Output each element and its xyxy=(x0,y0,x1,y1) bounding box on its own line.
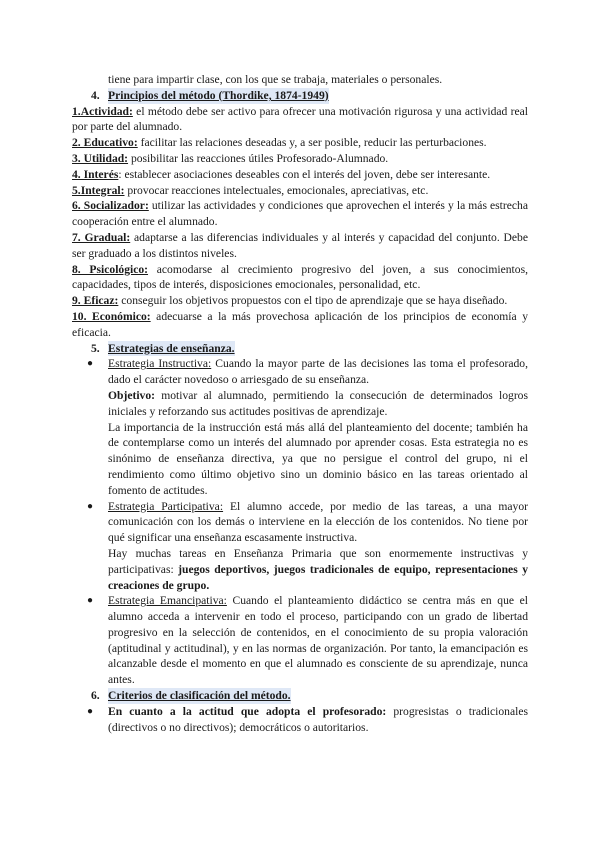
objetivo-label: Objetivo: xyxy=(108,388,156,402)
principle-item: 3. Utilidad: posibilitar las reacciones útiles Profesorado-Alumnado. xyxy=(72,151,389,165)
criterion-item: ● En cuanto a la actitud que adopta el profesorado: progresistas o tradicionales (directivos o no directivos); democráticos o autoritarios. xyxy=(72,704,528,736)
section-4-number: 4. xyxy=(91,88,100,102)
strategy-name: Estrategia Emancipativa: xyxy=(108,594,227,608)
section-6-number: 6. xyxy=(91,689,100,703)
strategy-participativa: ● Estrategia Participativa: El alumno accede, por medio de las tareas, a una mayor comunicación con los demás o interviene en la elección de los contenidos. No tiene por qué significar una enseñanza escasamente instructiva. Hay muchas tareas en Enseñanza Primaria que son enormemente instructivas y participativas: juegos deportivos, juegos tradicionales de equipo, representaciones y creaciones de grupo. xyxy=(72,499,528,594)
strategy-instructiva: ● Estrategia Instructiva: Cuando la mayor parte de las decisiones las toma el profesorado, dado el carácter novedoso o arriesgado de su enseñanza. Objetivo: motivar al alumnado, permitiendo la consecución de determinados logros iniciales y reforzando sus actitudes positivas de aprendizaje. La importancia de la instrucción está más allá del planteamiento del docente; también ha de contemplarse como un interés del alumnado por aprender cosas. Esta estrategia no es sinónimo de enseñanza directiva, ya que no persigue el control del grupo, ni el rendimiento como último objetivo sino un dominio básico en las tareas orientado al fomento de actitudes. xyxy=(72,356,528,498)
criterion-label: En cuanto a la actitud que adopta el profesorado: xyxy=(108,704,387,718)
section-4-title: Principios del método (Thordike, 1874-1949) xyxy=(108,88,329,102)
section-6-title: Criterios de clasificación del método. xyxy=(108,689,291,703)
strategy-emancipativa: ● Estrategia Emancipativa: Cuando el planteamiento didáctico se centra más en que el alumno acceda a intervenir en todo el proceso, participando con un grado de libertad progresivo en la selección de contenidos, en el conocimiento de su propia valoración (aptitudinal y actitudinal), y en las normas de organización. Por tanto, la emancipación es alcanzable desde el momento en que el alumnado es consciente de su aprendizaje, nunca antes. xyxy=(72,593,528,688)
bullet-icon: ● xyxy=(86,595,94,607)
principle-item: 6. Socializador: utilizar las actividades y condiciones que aprovechen el interés y la más estrecha cooperación entre el alumnado. xyxy=(72,199,528,229)
section-5-heading xyxy=(72,341,528,357)
strategy-name: Estrategia Participativa: xyxy=(108,499,224,513)
principle-item: 4. Interés: establecer asociaciones deseables con el interés del joven, debe ser interesante. xyxy=(72,167,491,181)
principle-item: 10. Económico: adecuarse a la más provechosa aplicación de los principios de economía y eficacia. xyxy=(72,309,529,339)
principle-item: 2. Educativo: facilitar las relaciones deseadas y, a ser posible, reducir las perturbaciones. xyxy=(72,136,487,150)
section-5-title: Estrategias de enseñanza. xyxy=(108,341,235,355)
intro-tail: tiene para impartir clase, con los que se trabaja, materiales o personales. xyxy=(108,73,443,86)
principle-item: 8. Psicológico: acomodarse al crecimiento progresivo del joven, a sus conocimientos, capacidades, tipos de interés, disposiciones emocionales, personalidad, etc. xyxy=(72,262,528,292)
bullet-icon: ● xyxy=(86,358,94,370)
principle-item: 7. Gradual: adaptarse a las diferencias individuales y al interés y capacidad del conjunto. Debe ser graduado a los distintos niveles. xyxy=(72,230,528,260)
principles-list xyxy=(72,104,528,341)
section-5-number: 5. xyxy=(91,341,100,355)
strategy-extra: La importancia de la instrucción está más allá del planteamiento del docente; también ha de contemplarse como un interés del alumnado por aprender cosas. Esta estrategia no es sinónimo de enseñanza directiva, ya que no persigue el control del grupo, ni el rendimiento como último objetivo sino un dominio básico en las tareas orientado al fomento de actitudes. xyxy=(108,420,528,497)
examples-bold: juegos deportivos, juegos tradicionales de equipo, representaciones y creaciones de grupo. xyxy=(108,562,528,592)
principle-item: 9. Eficaz: conseguir los objetivos propuestos con el tipo de aprendizaje que se haya diseñado. xyxy=(72,294,508,308)
document-page xyxy=(72,72,528,735)
strategy-name: Estrategia Instructiva: xyxy=(108,357,212,371)
bullet-icon: ● xyxy=(86,500,94,512)
principle-item: 5.Integral: provocar reacciones intelectuales, emocionales, apreciativas, etc. xyxy=(72,183,429,197)
section-4-heading xyxy=(72,88,528,104)
principle-item: 1.Actividad: el método debe ser activo para ofrecer una motivación rigurosa y una actividad real por parte del alumnado. xyxy=(72,104,528,134)
section-6-heading xyxy=(72,688,528,704)
bullet-icon: ● xyxy=(86,705,94,717)
